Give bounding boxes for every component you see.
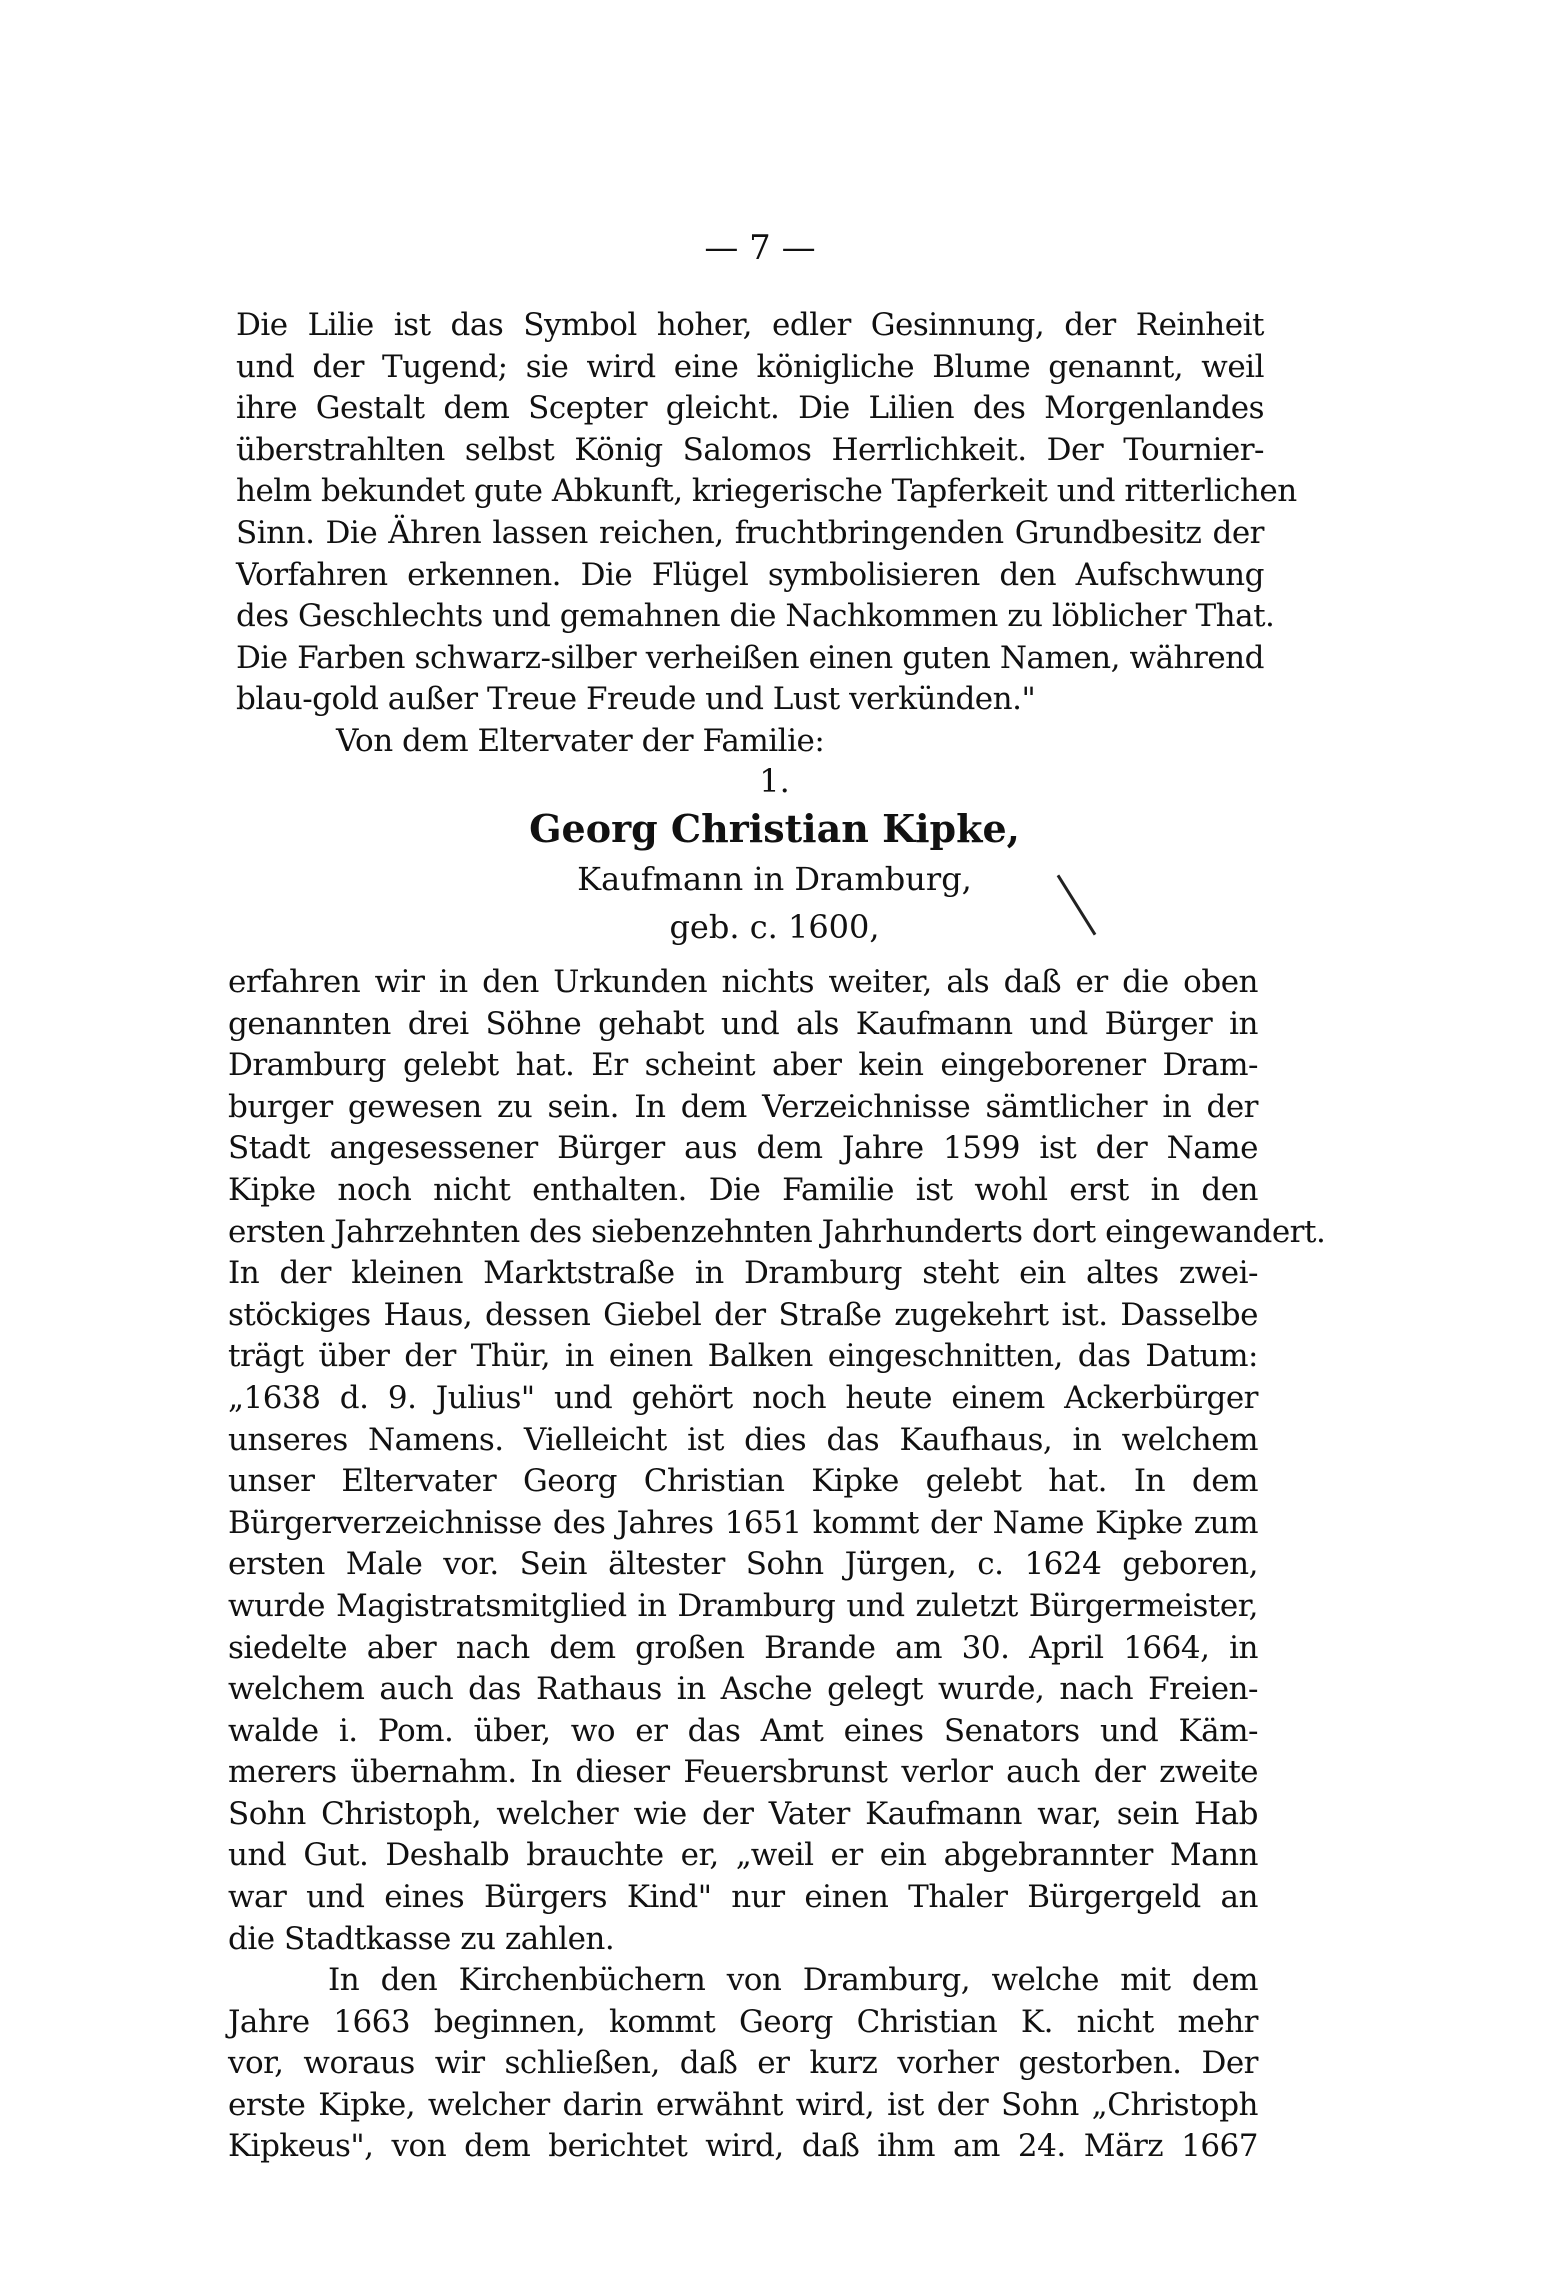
text-line: In den Kirchenbüchern von Dramburg, welche mit dem xyxy=(328,1962,1258,1998)
text-line: „1638 d. 9. Julius" und gehört noch heute einem Ackerbürger xyxy=(228,1379,1258,1416)
person-name: Georg Christian Kipke, xyxy=(529,806,1020,851)
text-line: helm bekundet gute Abkunft, kriegerische Tapferkeit und ritterlichen xyxy=(236,473,1297,510)
text-line: blau-gold außer Treue Freude und Lust verkünden." xyxy=(236,681,1036,718)
text-line: Vorfahren erkennen. Die Flügel symbolisieren den Aufschwung xyxy=(236,556,1264,593)
text-line: ihre Gestalt dem Scepter gleicht. Die Lilien des Morgenlandes xyxy=(236,390,1264,427)
person-birth: geb. c. 1600, xyxy=(669,908,880,946)
text-line: und Gut. Deshalb brauchte er, „weil er ein abgebrannter Mann xyxy=(228,1837,1258,1874)
text-line: die Stadtkasse zu zahlen. xyxy=(228,1920,615,1957)
paragraph-2 xyxy=(228,962,1326,1960)
text-line: Bürgerverzeichnisse des Jahres 1651 kommt der Name Kipke zum xyxy=(228,1504,1258,1541)
page-number: — 7 — xyxy=(704,228,816,268)
text-line: Sinn. Die Ähren lassen reichen, fruchtbringenden Grundbesitz der xyxy=(236,514,1264,551)
text-line: genannten drei Söhne gehabt und als Kaufmann und Bürger in xyxy=(228,1005,1258,1042)
text-line: wurde Magistratsmitglied in Dramburg und zuletzt Bürgermeister, xyxy=(228,1587,1258,1624)
text-line: welchem auch das Rathaus in Asche gelegt wurde, nach Freien- xyxy=(228,1671,1258,1708)
text-line: Jahre 1663 beginnen, kommt Georg Christian K. nicht mehr xyxy=(228,2003,1258,2040)
paragraph-1 xyxy=(236,305,1297,763)
text-line: erste Kipke, welcher darin erwähnt wird, ist der Sohn „Christoph xyxy=(228,2086,1258,2123)
text-line: Sohn Christoph, welcher wie der Vater Kaufmann war, sein Hab xyxy=(228,1795,1258,1832)
text-line: trägt über der Thür, in einen Balken eingeschnitten, das Datum: xyxy=(228,1338,1258,1375)
entry-number: 1. xyxy=(759,762,790,800)
text-line: Kipkeus", von dem berichtet wird, daß ihm am 24. März 1667 xyxy=(228,2128,1258,2165)
paragraph-3 xyxy=(228,1960,1258,2168)
text-line: burger gewesen zu sein. In dem Verzeichnisse sämtlicher in der xyxy=(228,1088,1258,1125)
text-line: ersten Male vor. Sein ältester Sohn Jürgen, c. 1624 geboren, xyxy=(228,1546,1258,1583)
text-line: Die Lilie ist das Symbol hoher, edler Gesinnung, der Reinheit xyxy=(236,307,1264,343)
text-line: Kipke noch nicht enthalten. Die Familie ist wohl erst in den xyxy=(228,1171,1258,1208)
text-line: merers übernahm. In dieser Feuersbrunst verlor auch der zweite xyxy=(228,1754,1258,1791)
text-line: walde i. Pom. über, wo er das Amt eines Senators und Käm- xyxy=(228,1712,1258,1749)
person-occupation: Kaufmann in Dramburg, xyxy=(577,860,972,898)
intro-line: Von dem Eltervater der Familie: xyxy=(336,722,825,759)
text-line: Die Farben schwarz-silber verheißen einen guten Namen, während xyxy=(236,639,1264,676)
text-line: unseres Namens. Vielleicht ist dies das Kaufhaus, in welchem xyxy=(228,1421,1258,1458)
text-line: vor, woraus wir schließen, daß er kurz vorher gestorben. Der xyxy=(228,2045,1258,2082)
text-line: und der Tugend; sie wird eine königliche Blume genannt, weil xyxy=(236,348,1264,385)
text-line: In der kleinen Marktstraße in Dramburg steht ein altes zwei- xyxy=(228,1255,1258,1292)
text-line: unser Eltervater Georg Christian Kipke gelebt hat. In dem xyxy=(228,1463,1258,1500)
text-line: erfahren wir in den Urkunden nichts weiter, als daß er die oben xyxy=(228,964,1258,1000)
text-line: des Geschlechts und gemahnen die Nachkommen zu löblicher That. xyxy=(236,598,1275,635)
text-line: war und eines Bürgers Kind" nur einen Thaler Bürgergeld an xyxy=(228,1879,1258,1916)
text-line: stöckiges Haus, dessen Giebel der Straße zugekehrt ist. Dasselbe xyxy=(228,1296,1258,1333)
text-line: überstrahlten selbst König Salomos Herrlichkeit. Der Tournier- xyxy=(236,431,1264,468)
text-line: ersten Jahrzehnten des siebenzehnten Jahrhunderts dort eingewandert. xyxy=(228,1213,1326,1250)
text-line: Dramburg gelebt hat. Er scheint aber kein eingeborener Dram- xyxy=(228,1047,1258,1084)
text-line: siedelte aber nach dem großen Brande am 30. April 1664, in xyxy=(228,1629,1258,1666)
text-line: Stadt angesessener Bürger aus dem Jahre 1599 ist der Name xyxy=(228,1130,1258,1167)
